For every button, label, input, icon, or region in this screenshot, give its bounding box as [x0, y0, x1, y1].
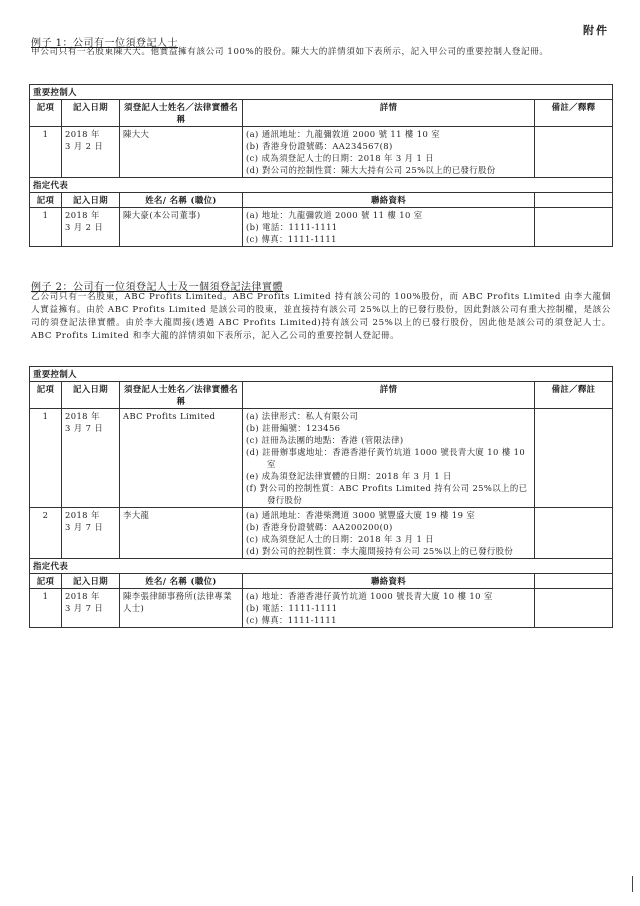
particular-item: (f) 對公司的控制性質：ABC Profits Limited 持有公司 25%以上的已發行股份	[246, 483, 528, 505]
col-header-details: 詳情	[243, 100, 535, 127]
entry-date: 2018 年 3 月 2 日	[62, 127, 120, 178]
table-row	[30, 127, 613, 178]
col-header-date: 記入日期	[62, 193, 120, 208]
example2-title: 例子 2：公司有一位須登記人士及一個須登記法律實體	[31, 282, 284, 293]
section-title-designated-rep: 指定代表	[30, 559, 613, 574]
entry-number: 1	[30, 589, 62, 628]
representative-name: 陳李張律師事務所(法律專業人士)	[120, 589, 243, 628]
table-row	[30, 409, 613, 508]
col-header-contact: 聯絡資料	[243, 193, 535, 208]
entry-date: 2018 年 3 月 7 日	[62, 508, 120, 559]
col-header-name: 姓名/ 名稱 (職位)	[120, 574, 243, 589]
table-row	[30, 589, 613, 628]
particular-item: (b) 香港身份證號碼：AA200200(0)	[246, 522, 393, 532]
example2-register-table	[29, 366, 613, 628]
particular-item: (d) 對公司的控制性質：李大龍間接持有公司 25%以上的已發行股份	[246, 546, 514, 556]
empty-cell	[535, 208, 613, 247]
empty-header-cell	[535, 193, 613, 208]
contact-details	[243, 589, 535, 628]
particular-item: (d) 對公司的控制性質：陳大大持有公司 25%以上的已發行股份	[246, 165, 496, 175]
col-header-remarks: 備註／釋釋	[535, 100, 613, 127]
remarks-cell	[535, 508, 613, 559]
col-header-entry: 記項	[30, 382, 62, 409]
empty-cell	[535, 589, 613, 628]
particulars	[243, 508, 535, 559]
particular-item: (b) 香港身份證號碼：AA234567(8)	[246, 141, 393, 151]
contact-item: (c) 傳真：1111-1111	[246, 615, 337, 625]
contact-item: (b) 電話：1111-1111	[246, 222, 338, 232]
col-header-name: 姓名/ 名稱 (職位)	[120, 193, 243, 208]
particular-item: (a) 通訊地址：香港柴灣道 3000 號豐盛大廈 19 樓 19 室	[246, 510, 476, 520]
col-header-entry: 記項	[30, 574, 62, 589]
example1-title: 例子 1：公司有一位須登記人士	[31, 38, 179, 49]
col-header-name: 須登記人士姓名／法律實體名稱	[120, 100, 243, 127]
contact-item: (b) 電話：1111-1111	[246, 603, 338, 613]
col-header-entry: 記項	[30, 100, 62, 127]
registrable-person-name: 李大龍	[120, 508, 243, 559]
registrable-person-name: 陳大大	[120, 127, 243, 178]
entry-number: 1	[30, 208, 62, 247]
entry-date: 2018 年 3 月 7 日	[62, 409, 120, 508]
particulars	[243, 127, 535, 178]
entry-number: 2	[30, 508, 62, 559]
col-header-name: 須登記人士姓名／法律實體名稱	[120, 382, 243, 409]
col-header-date: 記入日期	[62, 100, 120, 127]
registrable-entity-name: ABC Profits Limited	[120, 409, 243, 508]
contact-item: (a) 地址：香港香港仔黃竹坑道 1000 號長青大廈 10 樓 10 室	[246, 591, 493, 601]
entry-date: 2018 年 3 月 7 日	[62, 589, 120, 628]
representative-name: 陳大豪(本公司董事)	[120, 208, 243, 247]
particular-item: (a) 法律形式：私人有限公司	[246, 411, 359, 421]
table-row	[30, 208, 613, 247]
annex-label: 附件	[583, 24, 609, 37]
section-title-controllers: 重要控制人	[30, 367, 613, 382]
col-header-contact: 聯絡資料	[243, 574, 535, 589]
col-header-date: 記入日期	[62, 382, 120, 409]
section-title-designated-rep: 指定代表	[30, 178, 613, 193]
particular-item: (c) 註冊為法團的地點：香港 (管限法律)	[246, 435, 404, 445]
remarks-cell	[535, 127, 613, 178]
particular-item: (b) 註冊編號：123456	[246, 423, 341, 433]
table-row	[30, 508, 613, 559]
contact-item: (a) 地址：九龍彌敦道 2000 號 11 樓 10 室	[246, 210, 423, 220]
contact-item: (c) 傳真：1111-1111	[246, 234, 337, 244]
particular-item: (e) 成為須登記法律實體的日期：2018 年 3 月 1 日	[246, 471, 452, 481]
scan-edge-mark	[632, 876, 633, 892]
entry-number: 1	[30, 409, 62, 508]
contact-details	[243, 208, 535, 247]
col-header-remarks: 備註／釋註	[535, 382, 613, 409]
section-title-controllers: 重要控制人	[30, 85, 613, 100]
col-header-entry: 記項	[30, 193, 62, 208]
example2-text: 乙公司只有一名股東，ABC Profits Limited。ABC Profits Limited 持有該公司的 100%股份，而 ABC Profits Limited 由李大龍個人實益擁有。由於 ABC Profits Limited 是該公司的股東，並直接持有該公司 25%以上的已發行股份，因此對該公司有重大控制權，是該公司的須登記法律實體。由於李大龍間接(透過 ABC Profits Limited)持有該公司 25%以上的已發行股份，因此他是該公司的須登記人士。ABC Profits Limited 和李大龍的詳情須如下表所示，記入乙公司的重要控制人登記冊。	[31, 292, 611, 341]
particular-item: (d) 註冊辦事處地址：香港香港仔黃竹坑道 1000 號長青大廈 10 樓 10 室	[246, 447, 526, 469]
remarks-cell	[535, 409, 613, 508]
col-header-details: 詳情	[243, 382, 535, 409]
example1-text: 甲公司只有一名股東陳大大。他實益擁有該公司 100%的股份。陳大大的詳情須如下表所示，記入甲公司的重要控制人登記冊。	[31, 47, 549, 57]
particular-item: (c) 成為須登記人士的日期：2018 年 3 月 1 日	[246, 534, 435, 544]
particular-item: (a) 通訊地址：九龍彌敦道 2000 號 11 樓 10 室	[246, 129, 441, 139]
particular-item: (c) 成為須登記人士的日期：2018 年 3 月 1 日	[246, 153, 435, 163]
empty-header-cell	[535, 574, 613, 589]
entry-number: 1	[30, 127, 62, 178]
entry-date: 2018 年 3 月 2 日	[62, 208, 120, 247]
example1-register-table	[29, 84, 613, 247]
particulars	[243, 409, 535, 508]
col-header-date: 記入日期	[62, 574, 120, 589]
